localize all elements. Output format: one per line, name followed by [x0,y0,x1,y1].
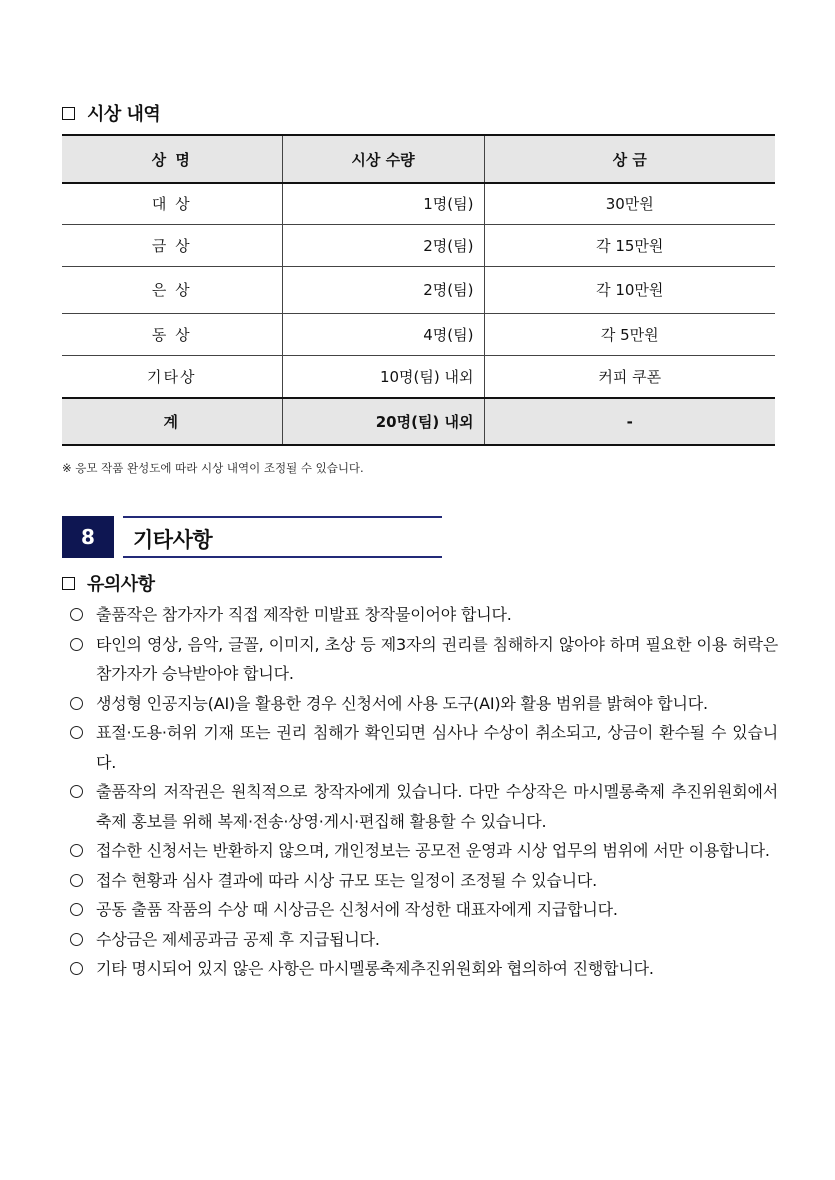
notices-heading [62,570,155,596]
list-item [68,600,778,630]
column-header-qty: 시상 수량 [282,135,484,183]
list-item [68,777,778,836]
table-row [62,224,775,266]
notice-text: 기타 명시되어 있지 않은 사항은 마시멜롱축제추진위원회와 협의하여 진행합니다. [96,959,654,978]
list-item [68,836,778,866]
circle-bullet-icon [70,785,83,798]
total-label: 계 [62,398,282,445]
notice-text: 공동 출품 작품의 수상 때 시상금은 신청서에 작성한 대표자에게 지급합니다. [96,900,618,919]
award-qty: 10명(팀) 내외 [282,355,484,398]
notice-text: 타인의 영상, 음악, 글꼴, 이미지, 초상 등 제3자의 권리를 침해하지 않아야 하며 필요한 이용 허락은 참가자가 승낙받아야 합니다. [96,634,778,683]
award-qty: 2명(팀) [282,224,484,266]
notice-text: 생성형 인공지능(AI)을 활용한 경우 신청서에 사용 도구(AI)와 활용 범위를 밝혀야 합니다. [96,693,708,713]
table-row [62,266,775,313]
circle-bullet-icon [70,844,83,857]
award-qty: 4명(팀) [282,313,484,355]
total-prize: - [484,398,775,445]
notice-text: 접수한 신청서는 반환하지 않으며, 개인정보는 공모전 운영과 시상 업무의 범위에 서만 이용합니다. [96,841,770,860]
section-title-frame [123,516,442,558]
award-name: 동 상 [62,313,282,355]
award-qty: 2명(팀) [282,266,484,313]
square-bullet-icon [62,577,75,590]
total-qty: 20명(팀) 내외 [282,398,484,445]
award-prize: 커피 쿠폰 [484,355,775,398]
notice-text: 수상금은 제세공과금 공제 후 지급됩니다. [96,929,380,949]
award-qty: 1명(팀) [282,183,484,224]
list-item [68,954,778,984]
circle-bullet-icon [70,726,83,739]
list-item [68,866,778,896]
awards-note: ※ 응모 작품 완성도에 따라 시상 내역이 조정될 수 있습니다. [62,461,364,475]
list-item [68,895,778,925]
list-item [68,630,778,689]
table-header-row [62,135,775,183]
table-row [62,183,775,224]
list-item [68,718,778,777]
awards-heading-text: 시상 내역 [87,104,161,125]
column-header-name: 상 명 [62,135,282,183]
circle-bullet-icon [70,962,83,975]
section-number: 8 [62,516,114,558]
square-bullet-icon [62,107,75,120]
section-banner [62,516,442,558]
circle-bullet-icon [70,608,83,621]
circle-bullet-icon [70,874,83,887]
table-row [62,313,775,355]
notices-list [68,600,778,984]
table-total-row [62,398,775,445]
awards-heading [62,100,160,126]
list-item [68,925,778,955]
award-name: 은 상 [62,266,282,313]
awards-table [62,134,775,446]
award-name: 기타상 [62,355,282,398]
notice-text: 접수 현황과 심사 결과에 따라 시상 규모 또는 일정이 조정될 수 있습니다. [96,870,598,890]
award-name: 대 상 [62,183,282,224]
award-prize: 각 5만원 [484,313,775,355]
circle-bullet-icon [70,638,83,651]
notice-text: 표절·도용·허위 기재 또는 권리 침해가 확인되면 심사나 수상이 취소되고, 상금이 환수될 수 있습니다. [96,723,778,772]
award-name: 금 상 [62,224,282,266]
list-item [68,689,778,719]
section-title: 기타사항 [133,528,213,552]
notice-text: 출품작은 참가자가 직접 제작한 미발표 창작물이어야 합니다. [96,605,512,624]
notice-text: 출품작의 저작권은 원칙적으로 창작자에게 있습니다. 다만 수상작은 마시멜롱축제 추진위원회에서 축제 홍보를 위해 복제·전송·상영·게시·편집해 활용할 수 있습니다. [96,782,778,831]
award-prize: 30만원 [484,183,775,224]
circle-bullet-icon [70,933,83,946]
table-row [62,355,775,398]
column-header-prize: 상 금 [484,135,775,183]
award-prize: 각 10만원 [484,266,775,313]
notices-heading-text: 유의사항 [87,574,155,595]
award-prize: 각 15만원 [484,224,775,266]
circle-bullet-icon [70,903,83,916]
circle-bullet-icon [70,697,83,710]
